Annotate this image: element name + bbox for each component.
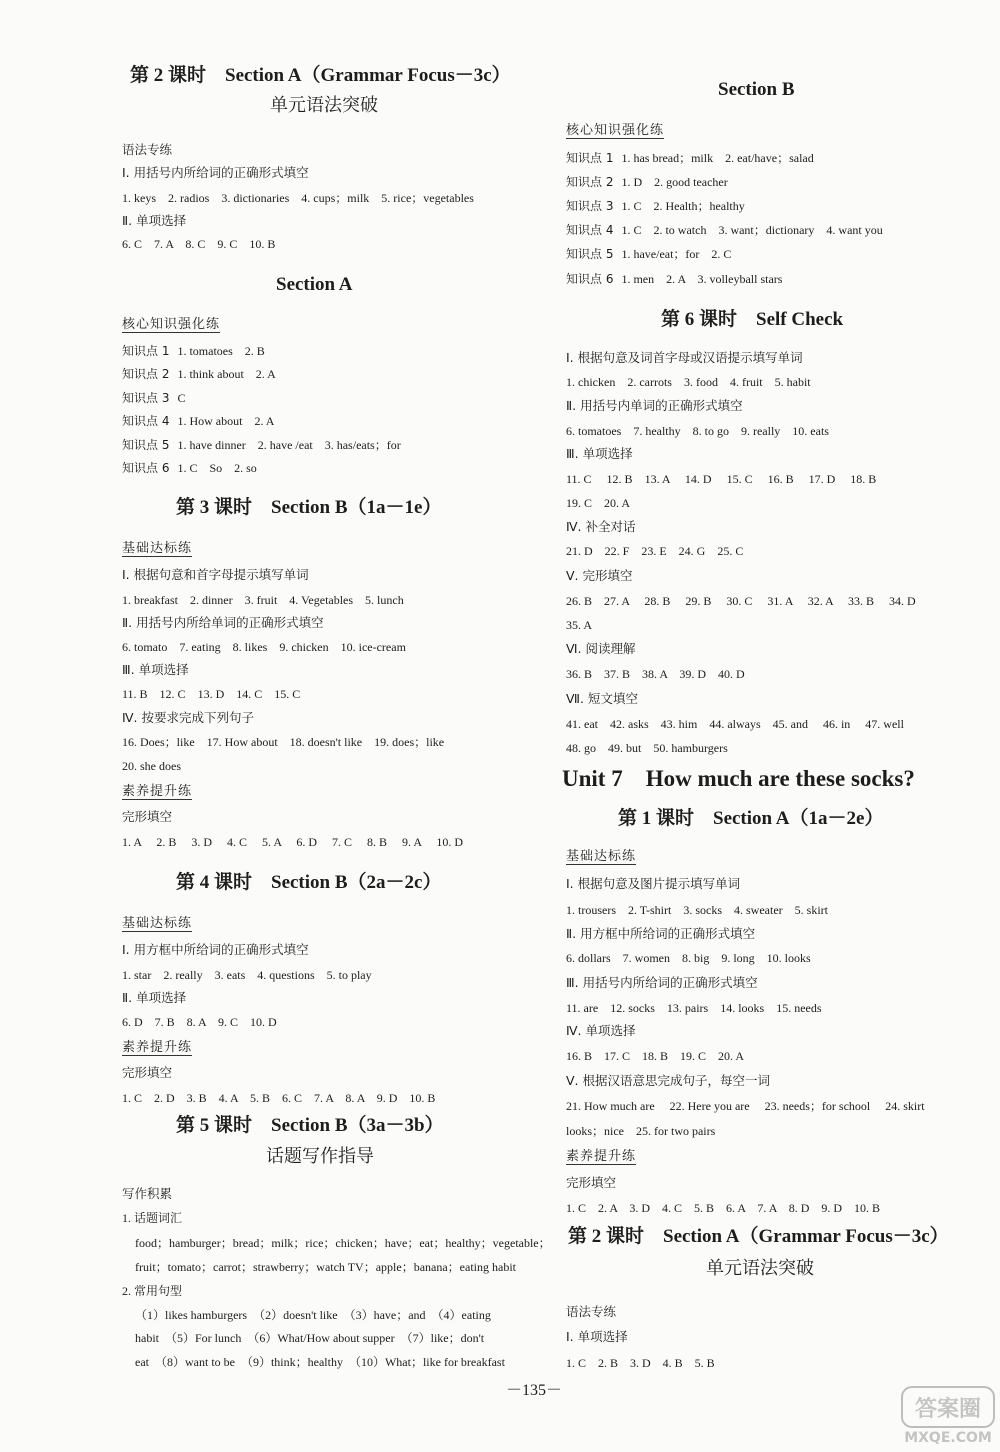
exercise-label: Ⅰ. 用方框中所给词的正确形式填空	[122, 942, 309, 957]
answer-line: 1. breakfast 2. dinner 3. fruit 4. Vegetables 5. lunch	[122, 593, 404, 607]
answer-line: 1. star 2. really 3. eats 4. questions 5. to play	[122, 968, 372, 982]
answer-line	[122, 368, 276, 380]
exercise-label: Ⅰ. 单项选择	[566, 1329, 628, 1344]
answer-line	[122, 392, 185, 404]
section-subheading: 话题写作指导	[266, 1146, 374, 1167]
practice-heading: 核心知识强化练	[122, 317, 221, 332]
answer-line	[122, 415, 274, 427]
section-heading: Section A	[276, 274, 353, 295]
answer-line: 16. Does；like 17. How about 18. doesn't like 19. does；like	[122, 735, 445, 749]
exercise-label: 完形填空	[566, 1175, 617, 1190]
exercise-label: Ⅴ. 完形填空	[566, 568, 633, 583]
unit-heading: Unit 7 How much are these socks?	[562, 766, 915, 791]
knowledge-point-label: 知识点 4	[566, 223, 614, 237]
answer-line: 6. tomato 7. eating 8. likes 9. chicken 10. ice-cream	[122, 640, 406, 654]
answer-line: 11. B 12. C 13. D 14. C 15. C	[122, 687, 301, 701]
section-heading: 第 2 课时 Section A（Grammar Focus－3c）	[130, 65, 511, 86]
watermark-logo	[900, 1385, 996, 1447]
answer-line	[566, 200, 745, 212]
answer-line: 21. How much are 22. Here you are 23. needs；for school 24. skirt	[566, 1099, 925, 1113]
answer-line	[122, 439, 401, 451]
answer-line: food；hamburger；bread；milk；rice；chicken；have；eat；healthy；vegetable；	[135, 1236, 551, 1250]
exercise-label: Ⅱ. 单项选择	[122, 990, 187, 1005]
exercise-label: Ⅱ. 用括号内所给单词的正确形式填空	[122, 615, 324, 630]
answer-line: 1. C 2. B 3. D 4. B 5. B	[566, 1356, 715, 1370]
practice-heading: 基础达标练	[566, 849, 637, 864]
knowledge-point-label: 知识点 1	[122, 344, 170, 358]
exercise-label: Ⅱ. 用括号内单词的正确形式填空	[566, 398, 743, 413]
answer-text: 1. D 2. good teacher	[621, 175, 728, 189]
exercise-label: 语法专练	[122, 142, 173, 157]
watermark-top: 答案圈	[914, 1397, 982, 1422]
practice-heading: 核心知识强化练	[566, 123, 665, 138]
knowledge-point-label: 知识点 2	[122, 367, 170, 381]
answer-text: 1. has bread；milk 2. eat/have；salad	[621, 151, 814, 165]
exercise-label: Ⅳ. 单项选择	[566, 1023, 636, 1038]
section-heading: 第 6 课时 Self Check	[661, 309, 844, 330]
exercise-label: 写作积累	[122, 1186, 173, 1201]
answer-text: 1. How about 2. A	[177, 414, 275, 428]
exercise-label: Ⅰ. 用括号内所给词的正确形式填空	[122, 165, 309, 180]
answer-line: eat （8）want to be （9）think；healthy （10）What；like for breakfast	[135, 1355, 505, 1369]
answer-line: 6. D 7. B 8. A 9. C 10. D	[122, 1015, 277, 1029]
practice-heading: 基础达标练	[122, 541, 193, 556]
answer-line	[122, 462, 257, 474]
section-heading: 第 3 课时 Section B（1a－1e）	[176, 497, 442, 518]
answer-line: 11. are 12. socks 13. pairs 14. looks 15. needs	[566, 1001, 822, 1015]
knowledge-point-label: 知识点 3	[566, 199, 614, 213]
exercise-label: Ⅳ. 补全对话	[566, 519, 636, 534]
answer-text: 1. think about 2. A	[177, 367, 276, 381]
exercise-label: 完形填空	[122, 809, 173, 824]
knowledge-point-label: 知识点 3	[122, 391, 170, 405]
section-subheading: 单元语法突破	[270, 95, 378, 116]
answer-line: 20. she does	[122, 759, 181, 773]
answer-line	[566, 152, 814, 164]
section-heading: 第 5 课时 Section B（3a－3b）	[176, 1115, 444, 1136]
practice-heading: 基础达标练	[122, 916, 193, 931]
answer-line	[566, 224, 883, 236]
knowledge-point-label: 知识点 5	[122, 438, 170, 452]
section-heading: Section B	[718, 79, 795, 100]
exercise-label: Ⅲ. 单项选择	[122, 662, 189, 677]
answer-line: 1. 话题词汇	[122, 1211, 183, 1225]
exercise-label: 完形填空	[122, 1065, 173, 1080]
exercise-label: Ⅶ. 短文填空	[566, 691, 638, 706]
knowledge-point-label: 知识点 6	[122, 461, 170, 475]
page-number: －135－	[506, 1382, 563, 1399]
answer-line: habit （5）For lunch （6）What/How about supper （7）like；don't	[135, 1331, 485, 1345]
answer-line: 35. A	[566, 618, 593, 632]
answer-line: 2. 常用句型	[122, 1284, 183, 1298]
exercise-label: Ⅰ. 根据句意及词首字母或汉语提示填写单词	[566, 350, 803, 365]
answer-line: 41. eat 42. asks 43. him 44. always 45. and 46. in 47. well	[566, 717, 904, 731]
exercise-label: Ⅲ. 单项选择	[566, 446, 633, 461]
answer-line: 16. B 17. C 18. B 19. C 20. A	[566, 1049, 745, 1063]
answer-line: （1）likes hamburgers （2）doesn't like （3）have；and （4）eating	[135, 1308, 491, 1322]
answer-line: fruit；tomato；carrot；strawberry；watch TV；apple；banana；eating habit	[135, 1260, 516, 1274]
exercise-label: Ⅰ. 根据句意和首字母提示填写单词	[122, 567, 309, 582]
answer-line	[566, 248, 731, 260]
answer-text: 1. tomatoes 2. B	[177, 344, 265, 358]
exercise-label: Ⅱ. 单项选择	[122, 213, 187, 228]
knowledge-point-label: 知识点 2	[566, 175, 614, 189]
answer-text: 1. have dinner 2. have /eat 3. has/eats；for	[177, 438, 401, 452]
answer-text: 1. C 2. to watch 3. want；dictionary 4. want you	[621, 223, 883, 237]
answer-text: 1. have/eat；for 2. C	[621, 247, 732, 261]
answer-line: 19. C 20. A	[566, 496, 631, 510]
answer-line: 6. dollars 7. women 8. big 9. long 10. looks	[566, 951, 811, 965]
answer-text: 1. C So 2. so	[177, 461, 257, 475]
answer-line: 1. C 2. A 3. D 4. C 5. B 6. A 7. A 8. D 9. D 10. B	[566, 1201, 881, 1215]
answer-text: 1. C 2. Health；healthy	[621, 199, 745, 213]
answer-line	[566, 176, 728, 188]
answer-line: 1. keys 2. radios 3. dictionaries 4. cups；milk 5. rice；vegetables	[122, 191, 474, 205]
section-subheading: 单元语法突破	[706, 1258, 814, 1279]
practice-heading: 素养提升练	[566, 1149, 637, 1164]
watermark-icon	[900, 1385, 996, 1447]
exercise-label: Ⅰ. 根据句意及图片提示填写单词	[566, 876, 741, 891]
answer-line: 1. C 2. D 3. B 4. A 5. B 6. C 7. A 8. A 9. D 10. B	[122, 1091, 436, 1105]
practice-heading: 素养提升练	[122, 1040, 193, 1055]
knowledge-point-label: 知识点 6	[566, 272, 614, 286]
answer-line: 6. C 7. A 8. C 9. C 10. B	[122, 237, 276, 251]
answer-line: 6. tomatoes 7. healthy 8. to go 9. really 10. eats	[566, 424, 829, 438]
knowledge-point-label: 知识点 1	[566, 151, 614, 165]
answer-line: 21. D 22. F 23. E 24. G 25. C	[566, 544, 744, 558]
section-heading: 第 2 课时 Section A（Grammar Focus－3c）	[568, 1226, 949, 1247]
exercise-label: Ⅵ. 阅读理解	[566, 641, 636, 656]
answer-line	[122, 345, 265, 357]
answer-line: 48. go 49. but 50. hamburgers	[566, 741, 728, 755]
watermark-bottom: MXQE.COM	[904, 1430, 992, 1446]
answer-line: 36. B 37. B 38. A 39. D 40. D	[566, 667, 745, 681]
answer-line	[566, 273, 782, 285]
section-heading: 第 4 课时 Section B（2a－2c）	[176, 872, 442, 893]
answer-line: 1. A 2. B 3. D 4. C 5. A 6. D 7. C 8. B 9. A 10. D	[122, 835, 464, 849]
knowledge-point-label: 知识点 4	[122, 414, 170, 428]
exercise-label: Ⅴ. 根据汉语意思完成句子，每空一词	[566, 1073, 770, 1088]
answer-text: C	[177, 391, 186, 405]
exercise-label: Ⅲ. 用括号内所给词的正确形式填空	[566, 975, 758, 990]
answer-line: 11. C 12. B 13. A 14. D 15. C 16. B 17. D 18. B	[566, 472, 877, 486]
answer-text: 1. men 2. A 3. volleyball stars	[621, 272, 783, 286]
answer-line: 26. B 27. A 28. B 29. B 30. C 31. A 32. A 33. B 34. D	[566, 594, 916, 608]
exercise-label: Ⅱ. 用方框中所给词的正确形式填空	[566, 926, 756, 941]
answer-line: looks；nice 25. for two pairs	[566, 1124, 716, 1138]
exercise-label: Ⅳ. 按要求完成下列句子	[122, 710, 254, 725]
practice-heading: 素养提升练	[122, 784, 193, 799]
exercise-label: 语法专练	[566, 1304, 617, 1319]
answer-line: 1. trousers 2. T-shirt 3. socks 4. sweater 5. skirt	[566, 903, 828, 917]
section-heading: 第 1 课时 Section A（1a－2e）	[618, 808, 884, 829]
answer-line: 1. chicken 2. carrots 3. food 4. fruit 5. habit	[566, 375, 811, 389]
knowledge-point-label: 知识点 5	[566, 247, 614, 261]
